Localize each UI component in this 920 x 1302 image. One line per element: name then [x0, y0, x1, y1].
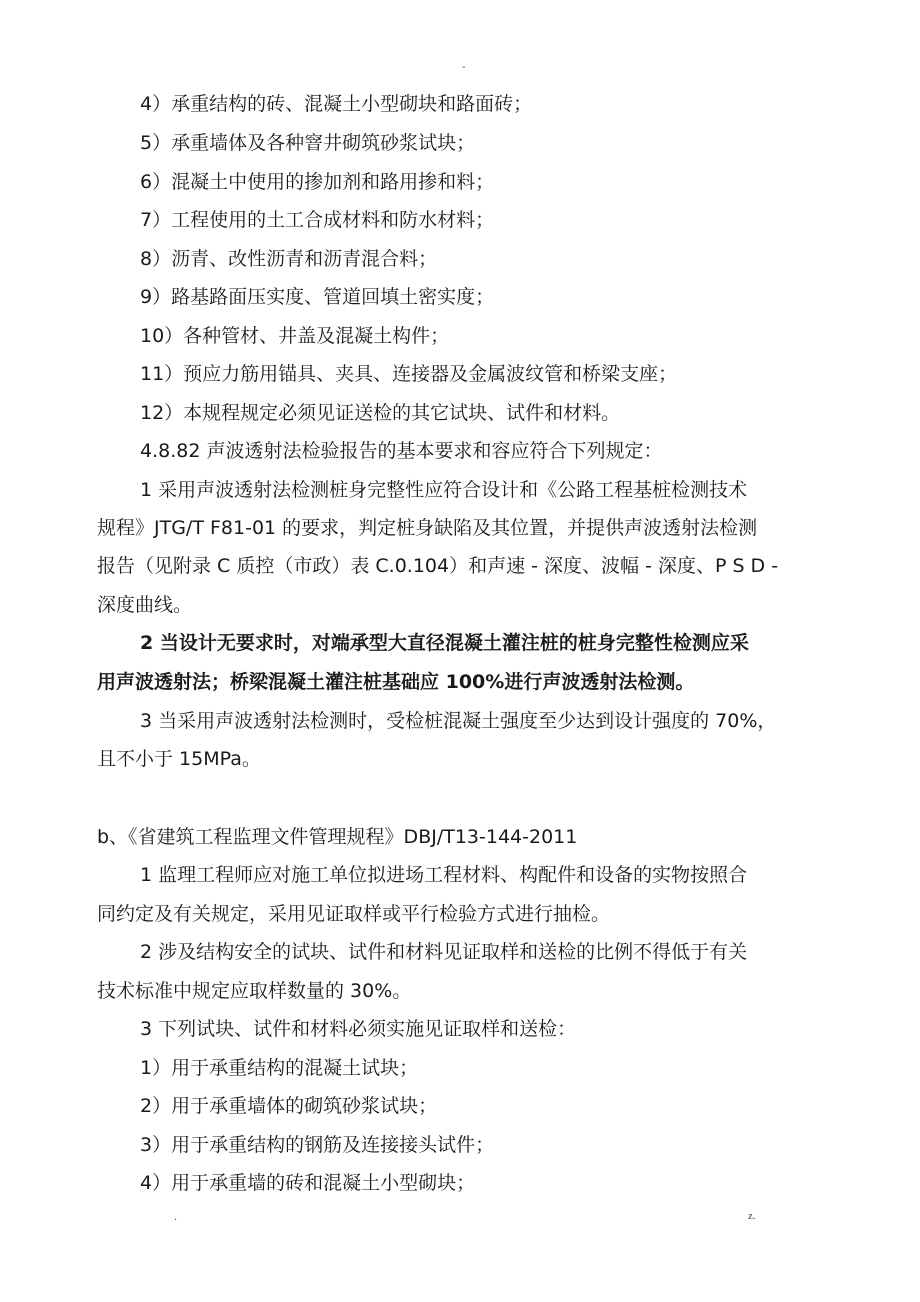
- paragraph-line: 1 采用声波透射法检测桩身完整性应符合设计和《公路工程基桩检测技术: [140, 479, 748, 501]
- list-item: 6）混凝土中使用的掺加剂和路用掺和料；: [140, 171, 495, 193]
- list-item: 3）用于承重结构的钢筋及连接接头试件；: [140, 1134, 495, 1156]
- list-item: 2）用于承重墙体的砌筑砂浆试块；: [140, 1095, 438, 1117]
- list-item: 12）本规程规定必须见证送检的其它试块、试件和材料。: [140, 402, 621, 424]
- paragraph-line: 用声波透射法；桥梁混凝土灌注桩基础应 100%进行声波透射法检测。: [97, 671, 695, 693]
- list-item: 9）路基路面压实度、管道回填土密实度；: [140, 286, 495, 308]
- footer-left-mark: .: [174, 1212, 178, 1223]
- list-item: 11）预应力筋用锚具、夹具、连接器及金属波纹管和桥梁支座；: [140, 363, 678, 385]
- paragraph-line: 3 下列试块、试件和材料必须实施见证取样和送检：: [140, 1018, 577, 1040]
- paragraph-line: 3 当采用声波透射法检测时，受检桩混凝土强度至少达到设计强度的 70%，: [140, 710, 777, 732]
- paragraph-line: 且不小于 15MPa。: [97, 748, 261, 770]
- paragraph-line: 同约定及有关规定，采用见证取样或平行检验方式进行抽检。: [97, 903, 611, 925]
- footer-right-mark: z.: [748, 1210, 756, 1222]
- paragraph-line: 报告（见附录 C 质控（市政）表 C.0.104）和声速 - 深度、波幅 - 深度、P S D -: [97, 555, 779, 577]
- list-item: 8）沥青、改性沥青和沥青混合料；: [140, 248, 438, 270]
- paragraph-line: 规程》JTG/T F81-01 的要求，判定桩身缺陷及其位置，并提供声波透射法检测: [97, 517, 758, 539]
- paragraph-line: 2 涉及结构安全的试块、试件和材料见证取样和送检的比例不得低于有关: [140, 941, 748, 963]
- list-item: 7）工程使用的土工合成材料和防水材料；: [140, 209, 495, 231]
- list-item: 5）承重墙体及各种窨井砌筑砂浆试块；: [140, 132, 476, 154]
- list-item: 4）承重结构的砖、混凝土小型砌块和路面砖；: [140, 93, 533, 115]
- section-heading: 4.8.82 声波透射法检验报告的基本要求和容应符合下列规定：: [140, 440, 663, 462]
- section-title: b、《省建筑工程监理文件管理规程》DBJ/T13-144-2011: [97, 826, 578, 848]
- paragraph-line: 1 监理工程师应对施工单位拟进场工程材料、构配件和设备的实物按照合: [140, 864, 748, 886]
- paragraph-line: 技术标准中规定应取样数量的 30%。: [97, 980, 412, 1002]
- paragraph-line: 2 当设计无要求时，对端承型大直径混凝土灌注桩的桩身完整性检测应采: [140, 632, 749, 654]
- paragraph-line: 深度曲线。: [97, 594, 193, 616]
- list-item: 10）各种管材、井盖及混凝土构件；: [140, 325, 450, 347]
- list-item: 1）用于承重结构的混凝土试块；: [140, 1057, 419, 1079]
- list-item: 4）用于承重墙的砖和混凝土小型砌块；: [140, 1172, 476, 1194]
- header-mark: -: [462, 62, 466, 73]
